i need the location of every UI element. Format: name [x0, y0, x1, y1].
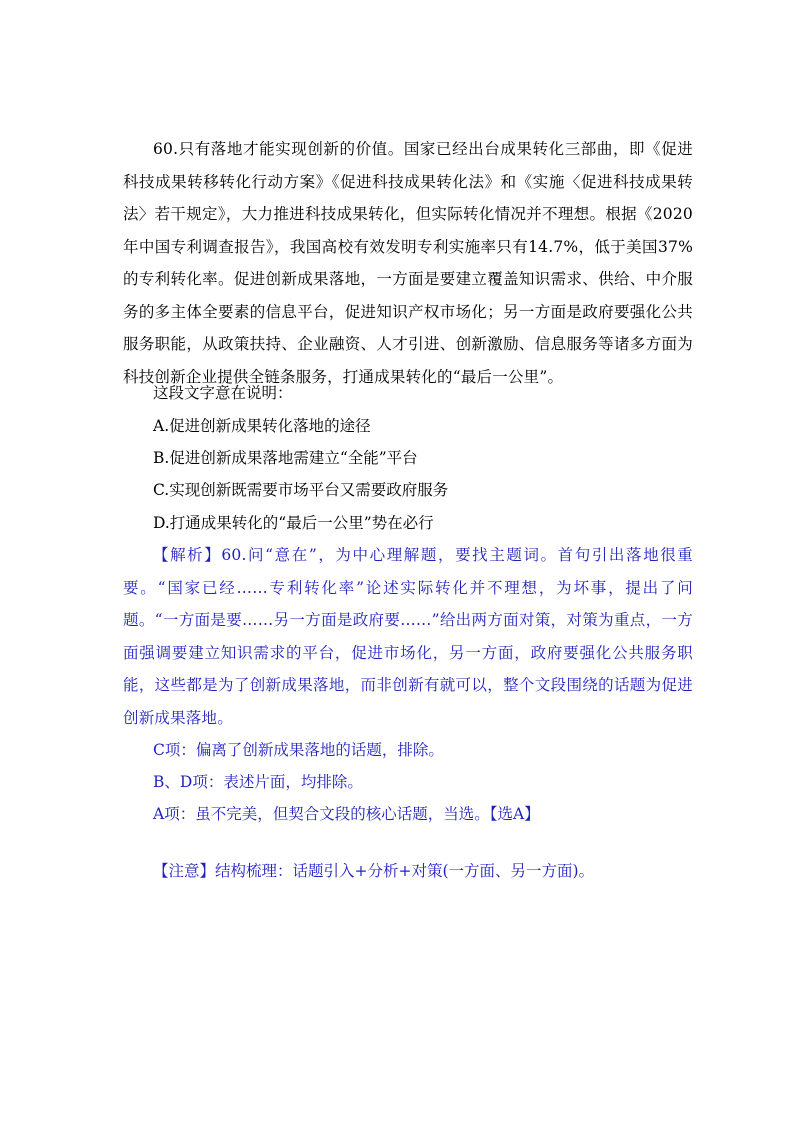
question-prompt: 这段文字意在说明：	[153, 384, 293, 402]
structure-note: 【注意】结构梳理：话题引入+分析+对策(一方面、另一方面)。	[153, 862, 595, 880]
analysis-paragraph: 【解析】60.问“意在”，为中心理解题，要找主题词。首句引出落地很重要。“国家已经……专利转化率”论述实际转化并不理想，为坏事，提出了问题。“一方面是要……另一方面是政府要……”给出两方面对策，对策为重点，一方面强调要建立知识需求的平台，促进市场化，另一方面，政府要强化公共服务职能，这些都是为了创新成果落地，而非创新有就可以，整个文段围绕的话题为促进创新成果落地。	[123, 546, 693, 727]
option-d: D.打通成果转化的“最后一公里”势在必行	[153, 514, 434, 532]
question-paragraph: 60.只有落地才能实现创新的价值。国家已经出台成果转化三部曲，即《促进科技成果转移转化行动方案》《促进科技成果转化法》和《实施〈促进科技成果转法〉若干规定》，大力推进科技成果转化，但实际转化情况并不理想。根据《2020年中国专利调查报告》，我国高校有效发明专利实施率只有14.7%，低于美国37%的专利转化率。促进创新成果落地，一方面是要建立覆盖知识需求、供给、中介服务的多主体全要素的信息平台，促进知识产权市场化；另一方面是政府要强化公共服务职能，从政策扶持、企业融资、人才引进、创新激励、信息服务等诸多方面为科技创新企业提供全链条服务，打通成果转化的“最后一公里”。	[123, 140, 693, 386]
analysis-option-c: C项：偏离了创新成果落地的话题，排除。	[153, 741, 444, 759]
option-c: C.实现创新既需要市场平台又需要政府服务	[153, 481, 449, 499]
analysis-option-bd: B、D项：表述片面，均排除。	[153, 773, 363, 791]
option-a: A.促进创新成果转化落地的途径	[153, 417, 371, 435]
analysis-option-a: A项：虽不完美，但契合文段的核心话题，当选。【选A】	[153, 805, 540, 823]
option-b: B.促进创新成果落地需建立“全能”平台	[153, 449, 418, 467]
